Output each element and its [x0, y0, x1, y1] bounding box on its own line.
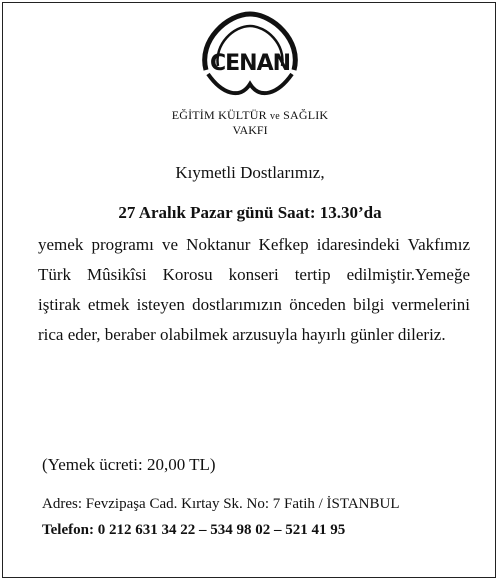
body-line-2: Türk Mûsikîsi Korosu konseri tertip edilmiştir.Yemeğe	[38, 265, 470, 284]
event-date-time: 27 Aralık Pazar günü Saat: 13.30’da	[118, 203, 382, 222]
org-name-connector: ve	[270, 111, 280, 122]
organization-name-line1	[0, 108, 500, 123]
phone-numbers: Telefon: 0 212 631 34 22 – 534 98 02 – 521 41 95	[42, 522, 346, 538]
address: Adres: Fevzipaşa Cad. Kırtay Sk. No: 7 Fatih / İSTANBUL	[42, 496, 400, 512]
body-line-1: yemek programı ve Noktanur Kefkep idaresindeki Vakfımız	[38, 235, 470, 254]
logo-wordmark: CENAN	[209, 51, 291, 76]
org-name-part2: SAĞLIK	[283, 108, 329, 122]
organization-name-line2: VAKFI	[232, 123, 268, 137]
meal-price: (Yemek ücreti: 20,00 TL)	[42, 455, 216, 474]
org-name-part1: EĞİTİM KÜLTÜR	[171, 108, 267, 122]
body-line-3: iştirak etmek isteyen dostlarımızın önceden bilgi vermelerini	[38, 295, 470, 314]
greeting: Kıymetli Dostlarımız,	[175, 163, 325, 182]
body-line-4: rica eder, beraber olabilmek arzusuyla hayırlı günler dileriz.	[38, 325, 446, 344]
invitation-body	[38, 230, 470, 350]
cenan-logo	[188, 10, 312, 104]
